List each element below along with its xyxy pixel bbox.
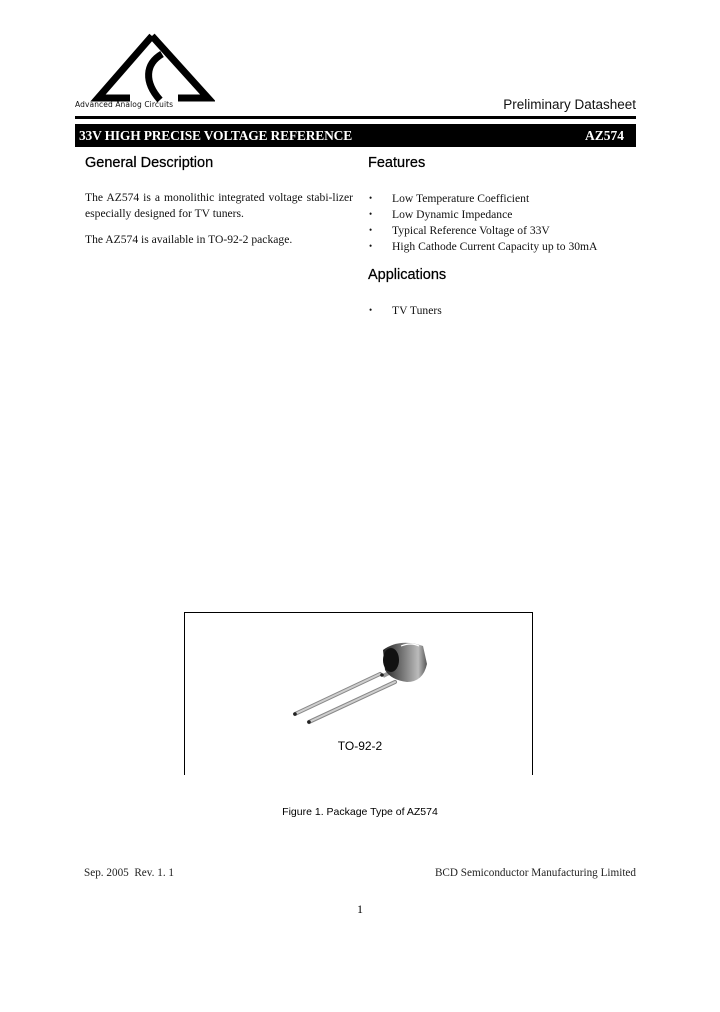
applications-heading: Applications (368, 267, 447, 283)
document-title: 33V HIGH PRECISE VOLTAGE REFERENCE (79, 128, 352, 143)
header-rule (75, 116, 636, 119)
list-item: • TV Tuners (369, 304, 442, 317)
title-bar (75, 124, 636, 147)
list-item: • Low Dynamic Impedance (369, 208, 513, 221)
document-status: Preliminary Datasheet (503, 97, 636, 112)
footer-company: BCD Semiconductor Manufacturing Limited (434, 867, 636, 879)
bullet-icon: • (369, 241, 373, 251)
part-number: AZ574 (584, 128, 624, 143)
applications-list (368, 303, 442, 319)
bullet-icon: • (369, 225, 373, 235)
bullet-icon: • (369, 193, 373, 203)
to92-package-icon (285, 640, 435, 725)
description-paragraph: The AZ574 is available in TO-92-2 package. (85, 233, 293, 246)
figure-caption: Figure 1. Package Type of AZ574 (282, 806, 438, 818)
bullet-icon: • (369, 209, 373, 219)
general-description-heading: General Description (85, 155, 214, 171)
features-list (368, 191, 597, 255)
list-item: • High Cathode Current Capacity up to 30mA (369, 240, 598, 253)
company-logo (90, 30, 215, 105)
page-number: 1 (357, 902, 363, 916)
description-paragraph: The AZ574 is a monolithic integrated voltage stabi-lizer especially designed for TV tuners. (85, 191, 353, 220)
list-item: • Low Temperature Coefficient (369, 192, 530, 205)
footer-date-revision: Sep. 2005 Rev. 1. 1 (84, 867, 175, 879)
list-item: • Typical Reference Voltage of 33V (369, 224, 550, 237)
bullet-icon: • (369, 305, 373, 315)
logo-text: Advanced Analog Circuits (75, 100, 174, 109)
package-label: TO-92-2 (337, 739, 383, 753)
features-heading: Features (368, 155, 426, 171)
